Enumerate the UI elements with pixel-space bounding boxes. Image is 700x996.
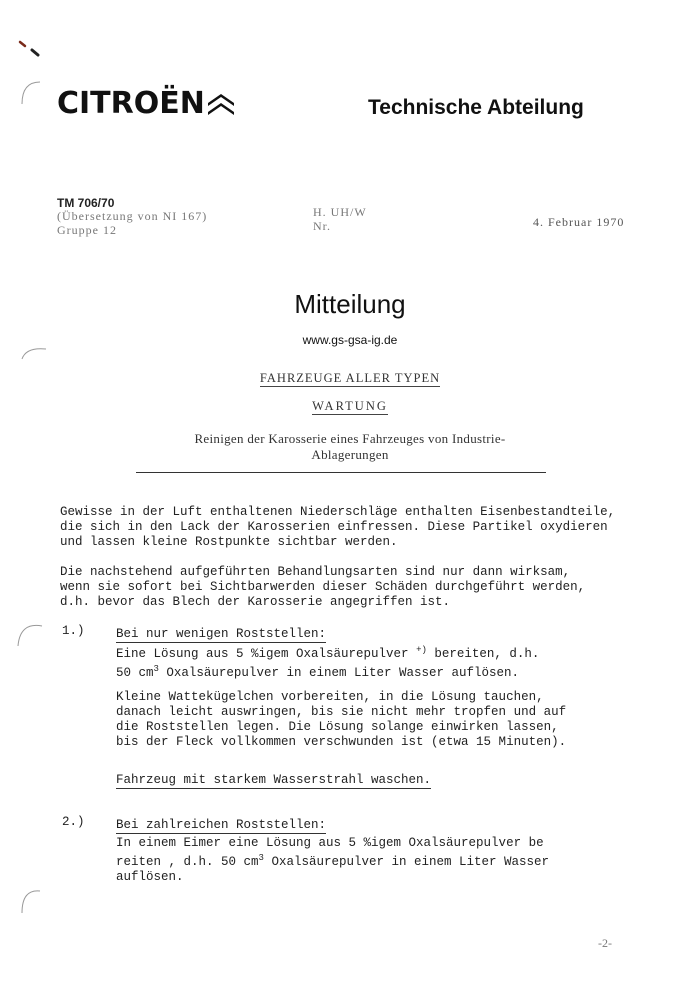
- department-name: Technische Abteilung: [368, 96, 584, 119]
- document-date: 4. Februar 1970: [533, 215, 625, 229]
- page-title: Mitteilung: [294, 289, 406, 319]
- punch-hole-mark: [18, 78, 42, 108]
- number-label: Nr.: [313, 219, 331, 233]
- section-1-wash-note: Fahrzeug mit starkem Wasserstrahl waschen.: [116, 773, 432, 787]
- heading-vehicle-types: FAHRZEUGE ALLER TYPEN: [259, 371, 441, 385]
- punch-hole-mark: [14, 620, 44, 650]
- reference-number: TM 706/70: [57, 196, 115, 210]
- double-chevron-icon: [206, 90, 236, 118]
- source-url: www.gs-gsa-ig.de: [302, 333, 398, 347]
- section-2-title: Bei zahlreichen Roststellen:: [116, 818, 327, 832]
- section-2-number: 2.): [62, 815, 85, 829]
- intro-paragraph-1: Gewisse in der Luft enthaltenen Niederschläge enthalten Eisenbestandteile, die sich in den Lack der Karosserien einfressen. Diese Partikel oxydieren und lassen kleine Rostpunkte sichtbar werden.: [60, 505, 616, 549]
- section-1-paragraph-b: Kleine Wattekügelchen vorbereiten, in die Lösung tauchen, danach leicht auswringen, bis sie nicht mehr tropfen und auf die Roststellen legen. Die Lösung solange einwirken lassen, bis der Fleck vollkommen verschwunden ist (etwa 15 Minuten).: [116, 690, 567, 749]
- brand-name: CITROËN: [57, 86, 205, 121]
- page-number: -2-: [598, 936, 612, 950]
- punch-hole-mark: [18, 885, 42, 915]
- group-label: Gruppe 12: [57, 223, 117, 237]
- divider: [136, 472, 546, 473]
- ink-mark: [18, 40, 42, 60]
- punch-hole-mark: [18, 345, 48, 361]
- section-2-paragraph: In einem Eimer eine Lösung aus 5 %igem Oxalsäurepulver be reiten , d.h. 50 $cm^3$ Oxalsäurepulver in einem Liter Wasser auflösen.: [116, 836, 549, 885]
- heading-maintenance: WARTUNG: [312, 399, 388, 413]
- intro-paragraph-2: Die nachstehend aufgeführten Behandlungsarten sind nur dann wirksam, wenn sie sofort bei Sichtbarwerden dieser Schäden durchgeführt werden, d.h. bevor das Blech der Karosserie angegriffen ist.: [60, 565, 586, 609]
- section-1-number: 1.): [62, 624, 85, 638]
- section-1-title: Bei nur wenigen Roststellen:: [116, 627, 327, 641]
- citroen-logo: [57, 86, 236, 121]
- subtitle: Reinigen der Karosserie eines Fahrzeuges von Industrie- Ablagerungen: [194, 431, 506, 462]
- translation-note: (Übersetzung von NI 167): [57, 209, 208, 223]
- initials: H. UH/W: [313, 205, 367, 219]
- section-1-paragraph-a: Eine Lösung aus 5 %igem Oxalsäurepulver +) bereiten, d.h. 50 $cm^3$ Oxalsäurepulver in einem Liter Wasser auflösen.: [116, 645, 540, 681]
